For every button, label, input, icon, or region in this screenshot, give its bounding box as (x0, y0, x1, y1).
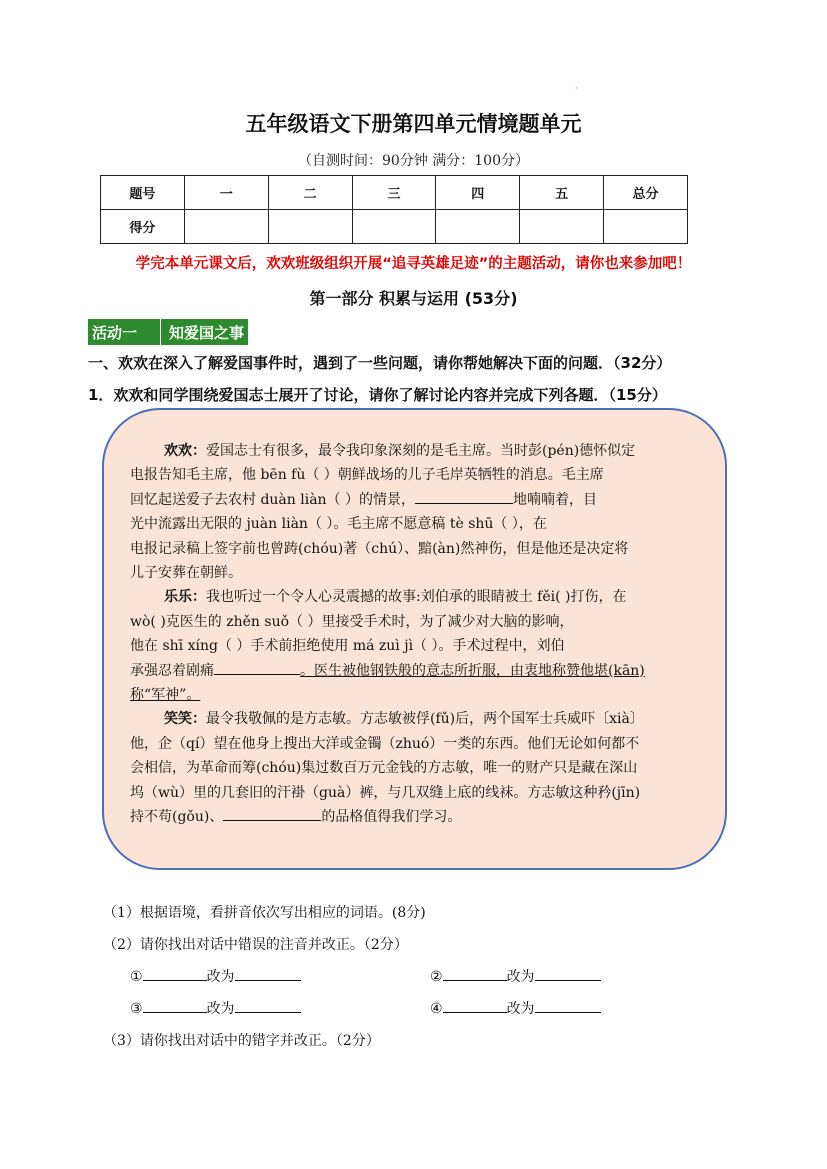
dialog-line: 称“军神”。 (130, 687, 201, 704)
dialog-line: 乐乐：我也听过一个令人心灵震撼的故事:刘伯承的眼睛被土 fěi( )打伤，在 (164, 589, 627, 606)
sub-question-2: （2）请你找出对话中错误的注音并改正。（2分） (103, 937, 408, 953)
activity-name: 知爱国之事 (169, 323, 245, 342)
dialog-line: 他在 shī xíng（ ）手术前拒绝使用 má zuì jì（ ）。手术过程中，刘伯 (130, 638, 565, 655)
speaker-huanhuan: 欢欢： (164, 443, 206, 459)
intro-text: 学完本单元课文后，欢欢班级组织开展“追寻英雄足迹”的主题活动，请你也来参加吧！ (135, 256, 692, 272)
question-1: 一、欢欢在深入了解爱国事件时，遇到了一些问题，请你帮她解决下面的问题．（32分） (88, 354, 672, 372)
correction-row: ② 改为 (430, 966, 601, 986)
activity-label: 活动一 (88, 319, 161, 345)
dialog-line: 电报记录稿上签字前也曾踌(chóu)著（chú）、黯(àn)然神伤，但是他还是决定将 (130, 540, 629, 557)
page-title: 五年级语文下册第四单元情境题单元 (245, 112, 582, 136)
score-header-cell: 总分 (604, 176, 688, 210)
correction-row: ④ 改为 (430, 998, 601, 1018)
answer-blank[interactable] (443, 998, 507, 1013)
score-header-cell: 三 (352, 176, 436, 210)
score-cell[interactable] (352, 210, 436, 244)
answer-blank[interactable] (214, 660, 300, 675)
score-cell[interactable] (436, 210, 520, 244)
dialog-line: 承强忍着剧痛 。医生被他钢铁般的意志所折服，由衷地称赞他堪(kān) (130, 660, 725, 683)
score-table-header-row (101, 176, 688, 210)
dialog-line: 回忆起送爱子去农村 duàn liàn（ ）的情景， 地喃喃着，目 (130, 489, 725, 512)
score-cell[interactable] (520, 210, 604, 244)
score-cell[interactable] (604, 210, 688, 244)
correction-row: ③ 改为 (130, 998, 301, 1018)
sub-question-1: （1）根据语境，看拼音依次写出相应的词语。(8分) (103, 905, 426, 921)
correction-row: ① 改为 (130, 966, 301, 986)
dialog-line: 他，企（qí）望在他身上搜出大洋或金镯（zhuó）一类的东西。他们无论如何都不 (130, 735, 640, 752)
score-table (100, 175, 688, 244)
dialog-line: 欢欢：爱国志士有很多，最令我印象深刻的是毛主席。当时彭(pén)德怀似定 (164, 443, 636, 459)
answer-blank[interactable] (223, 806, 321, 821)
answer-blank[interactable] (443, 966, 507, 981)
dialog-text (130, 440, 725, 831)
score-header-cell: 四 (436, 176, 520, 210)
score-row-label: 得分 (101, 210, 185, 244)
score-cell[interactable] (268, 210, 352, 244)
answer-blank[interactable] (415, 489, 513, 504)
part-title: 第一部分 积累与运用 (53分) (309, 289, 518, 308)
dialog-line: wò( )克医生的 zhěn suǒ（ ）里接受手术时，为了减少对大脑的影响， (130, 613, 574, 630)
speaker-xiaoxiao: 笑笑： (164, 711, 206, 728)
dialog-line: 持不苟(gǒu)、 的品格值得我们学习。 (130, 806, 725, 829)
page-subtitle: （自测时间：90分钟 满分：100分） (298, 153, 529, 169)
score-table-score-row (101, 210, 688, 244)
dialog-line: 坞（wù）里的几套旧的汗褂（guà）裤，与几双缝上底的线袜。方志敏这种矜(jīn) (130, 784, 641, 801)
answer-blank[interactable] (535, 966, 601, 981)
speaker-lele: 乐乐： (164, 589, 206, 606)
score-header-cell: 题号 (101, 176, 185, 210)
answer-blank[interactable] (235, 998, 301, 1013)
dialog-line: 电报告知毛主席，他 bēn fù（ ）朝鲜战场的儿子毛岸英牺牲的消息。毛主席 (130, 467, 604, 484)
dialog-line: 儿子安葬在朝鲜。 (130, 565, 242, 582)
score-header-cell: 五 (520, 176, 604, 210)
answer-blank[interactable] (143, 998, 207, 1013)
sub-question-3: （3）请你找出对话中的错字并改正。（2分） (103, 1033, 380, 1049)
score-cell[interactable] (184, 210, 268, 244)
score-header-cell: 二 (268, 176, 352, 210)
dialog-line: 光中流露出无限的 juàn liàn（ ）。毛主席不愿意稿 tè shū（ ），在 (130, 516, 547, 533)
question-1-1: 1．欢欢和同学围绕爱国志士展开了讨论，请你了解讨论内容并完成下列各题．（15分） (88, 386, 667, 404)
answer-blank[interactable] (535, 998, 601, 1013)
corner-mark: · (575, 84, 578, 93)
answer-blank[interactable] (235, 966, 301, 981)
score-header-cell: 一 (184, 176, 268, 210)
activity-banner (88, 319, 248, 345)
answer-blank[interactable] (143, 966, 207, 981)
dialog-line: 会相信，为革命而筹(chóu)集过数百万元金钱的方志敏，唯一的财产只是藏在深山 (130, 760, 638, 777)
dialog-line: 笑笑：最令我敬佩的是方志敏。方志敏被俘(fǔ)后，两个国军士兵威吓〔xià〕 (164, 711, 644, 728)
